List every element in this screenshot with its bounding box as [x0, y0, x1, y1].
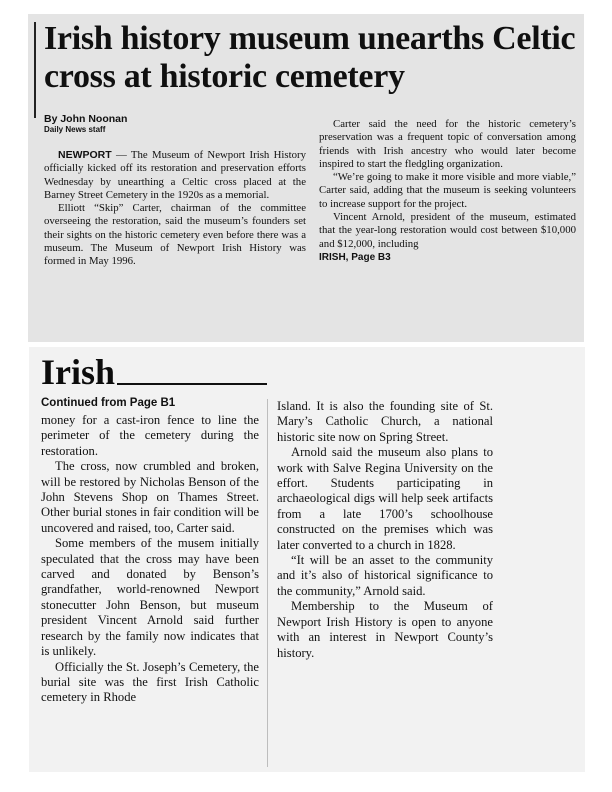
paragraph: “It will be an asset to the community and it’s also of historical significance to the community,” Arnold said. [277, 553, 493, 598]
front-page-clipping [28, 14, 584, 342]
continued-from-label: Continued from Page B1 [41, 397, 176, 409]
byline [44, 114, 127, 135]
jump-line: IRISH, Page B3 [319, 251, 391, 263]
top-column-1 [44, 149, 306, 269]
paragraph: Elliott “Skip” Carter, chairman of the committee overseeing the restoration, said the museum’s founders set their sights on the historic cemetery even before there was a museum. The Museum of Newport Irish History was formed in May 1996. [44, 202, 306, 268]
continuation-column-1 [41, 413, 259, 706]
paragraph: Membership to the Museum of Newport Irish History is open to anyone with an interest in Newport County’s history. [277, 599, 493, 660]
paragraph: The cross, now crumbled and broken, will be restored by Nicholas Benson of the John Stevens Shop on Thames Street. Other burial stones in fair condition will be uncovered and raised, too, Carter said. [41, 459, 259, 535]
headline-rule [34, 22, 36, 118]
continuation-column-2 [277, 399, 493, 661]
headline: Irish history museum unearths Celtic cross at historic cemetery [44, 20, 576, 95]
dateline: NEWPORT [58, 149, 112, 161]
top-column-2 [319, 118, 576, 264]
paragraph: Officially the St. Joseph’s Cemetery, the burial site was the first Irish Catholic cemetery in Rhode [41, 659, 259, 705]
paragraph: money for a cast-iron fence to line the perimeter of the cemetery during the restoration. [41, 413, 259, 458]
continuation-clipping [29, 347, 585, 772]
paragraph: NEWPORT — The Museum of Newport Irish History officially kicked off its restoration and preservation efforts Wednesday by unearthing a Celtic cross placed at the Barney Street Cemetery in the 1920s as a memorial. [44, 149, 306, 201]
paragraph: Vincent Arnold, president of the museum, estimated that the year-long restoration would cost between $10,000 and $12,000, including [319, 211, 576, 250]
byline-staff: Daily News staff [44, 125, 106, 134]
paragraph: Some members of the musem initially speculated that the cross may have been carved and donated by Benson’s grandfather, world-renowned Newport stonecutter John Benson, but museum president Vincent Arnold said further research by the family now indicates that is unlikely. [41, 536, 259, 659]
paragraph: “We’re going to make it more visible and more viable,” Carter said, adding that the museum is seeking volunteers to increase support for the project. [319, 171, 576, 210]
paragraph: Arnold said the museum also plans to work with Salve Regina University on the effort. Students participating in archaeological digs will help seek artifacts from a late 1700’s schoolhouse constructed on the premises which was later converted to a church in 1828. [277, 445, 493, 552]
paragraph: Island. It is also the founding site of St. Mary’s Catholic Church, a national historic site now on Spring Street. [277, 399, 493, 444]
heading-rule [117, 383, 267, 385]
paragraph: Carter said the need for the historic cemetery’s preservation was a frequent topic of conversation among friends with Irish ancestry who would later become inspired to start the fledgling organization. [319, 118, 576, 170]
byline-author: By John Noonan [44, 113, 128, 125]
continuation-heading: Irish [41, 352, 116, 392]
column-divider [267, 399, 268, 767]
